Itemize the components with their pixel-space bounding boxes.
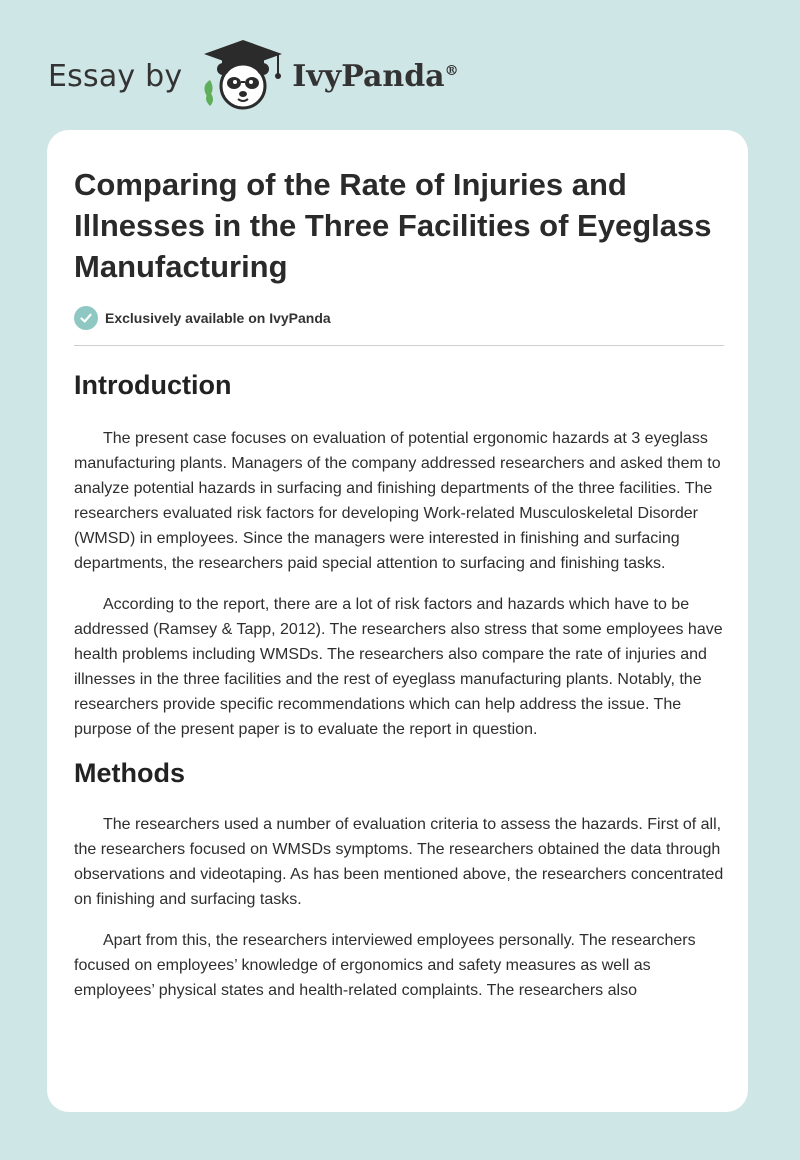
paragraph: Apart from this, the researchers interviewed employees personally. The researchers focused on employees’ knowledge of ergonomics and safety measures as well as employees’ physical states and health-related complaints. The researchers also bbox=[74, 932, 696, 999]
check-badge-icon bbox=[74, 306, 98, 330]
section-heading-methods: Methods bbox=[74, 758, 185, 788]
section-heading-introduction: Introduction bbox=[74, 370, 232, 400]
brand-name[interactable]: IvyPanda® bbox=[292, 58, 459, 94]
paragraph: According to the report, there are a lot of risk factors and hazards which have to be addressed (Ramsey & Tapp, 2012). The researchers also stress that some employees have health problems including WMSDs. The researchers also compare the rate of injuries and illnesses in the three facilities and the rest of eyeglass manufacturing plants. Notably, the researchers provide specific recommendations which can help address the issue. The purpose of the present paper is to evaluate the report in question. bbox=[74, 596, 723, 738]
divider bbox=[74, 345, 724, 346]
exclusive-label: Exclusively available on IvyPanda bbox=[105, 310, 331, 326]
paragraph: The present case focuses on evaluation of potential ergonomic hazards at 3 eyeglass manufacturing plants. Managers of the company addressed researchers and asked them to analyze potential hazards in surfacing and finishing departments of the three facilities. The researchers evaluated risk factors for developing Work-related Musculoskeletal Disorder (WMSD) in employees. Since the managers were interested in finishing and surfacing departments, the researchers paid special attention to surfacing and finishing tasks. bbox=[74, 430, 721, 572]
site-header bbox=[48, 36, 459, 116]
essay-card bbox=[47, 130, 748, 1112]
panda-graduate-logo-icon[interactable] bbox=[198, 36, 292, 117]
exclusive-notice bbox=[74, 305, 724, 331]
page-title: Comparing of the Rate of Injuries and Illnesses in the Three Facilities of Eyeglass Manufacturing bbox=[74, 167, 712, 284]
paragraph: The researchers used a number of evaluation criteria to assess the hazards. First of all, the researchers focused on WMSDs symptoms. The researchers obtained the data through observations and videotaping. As has been mentioned above, the researchers concentrated on finishing and surfacing tasks. bbox=[74, 816, 724, 908]
registered-mark: ® bbox=[444, 62, 459, 79]
essay-by-label: Essay by bbox=[48, 58, 183, 94]
